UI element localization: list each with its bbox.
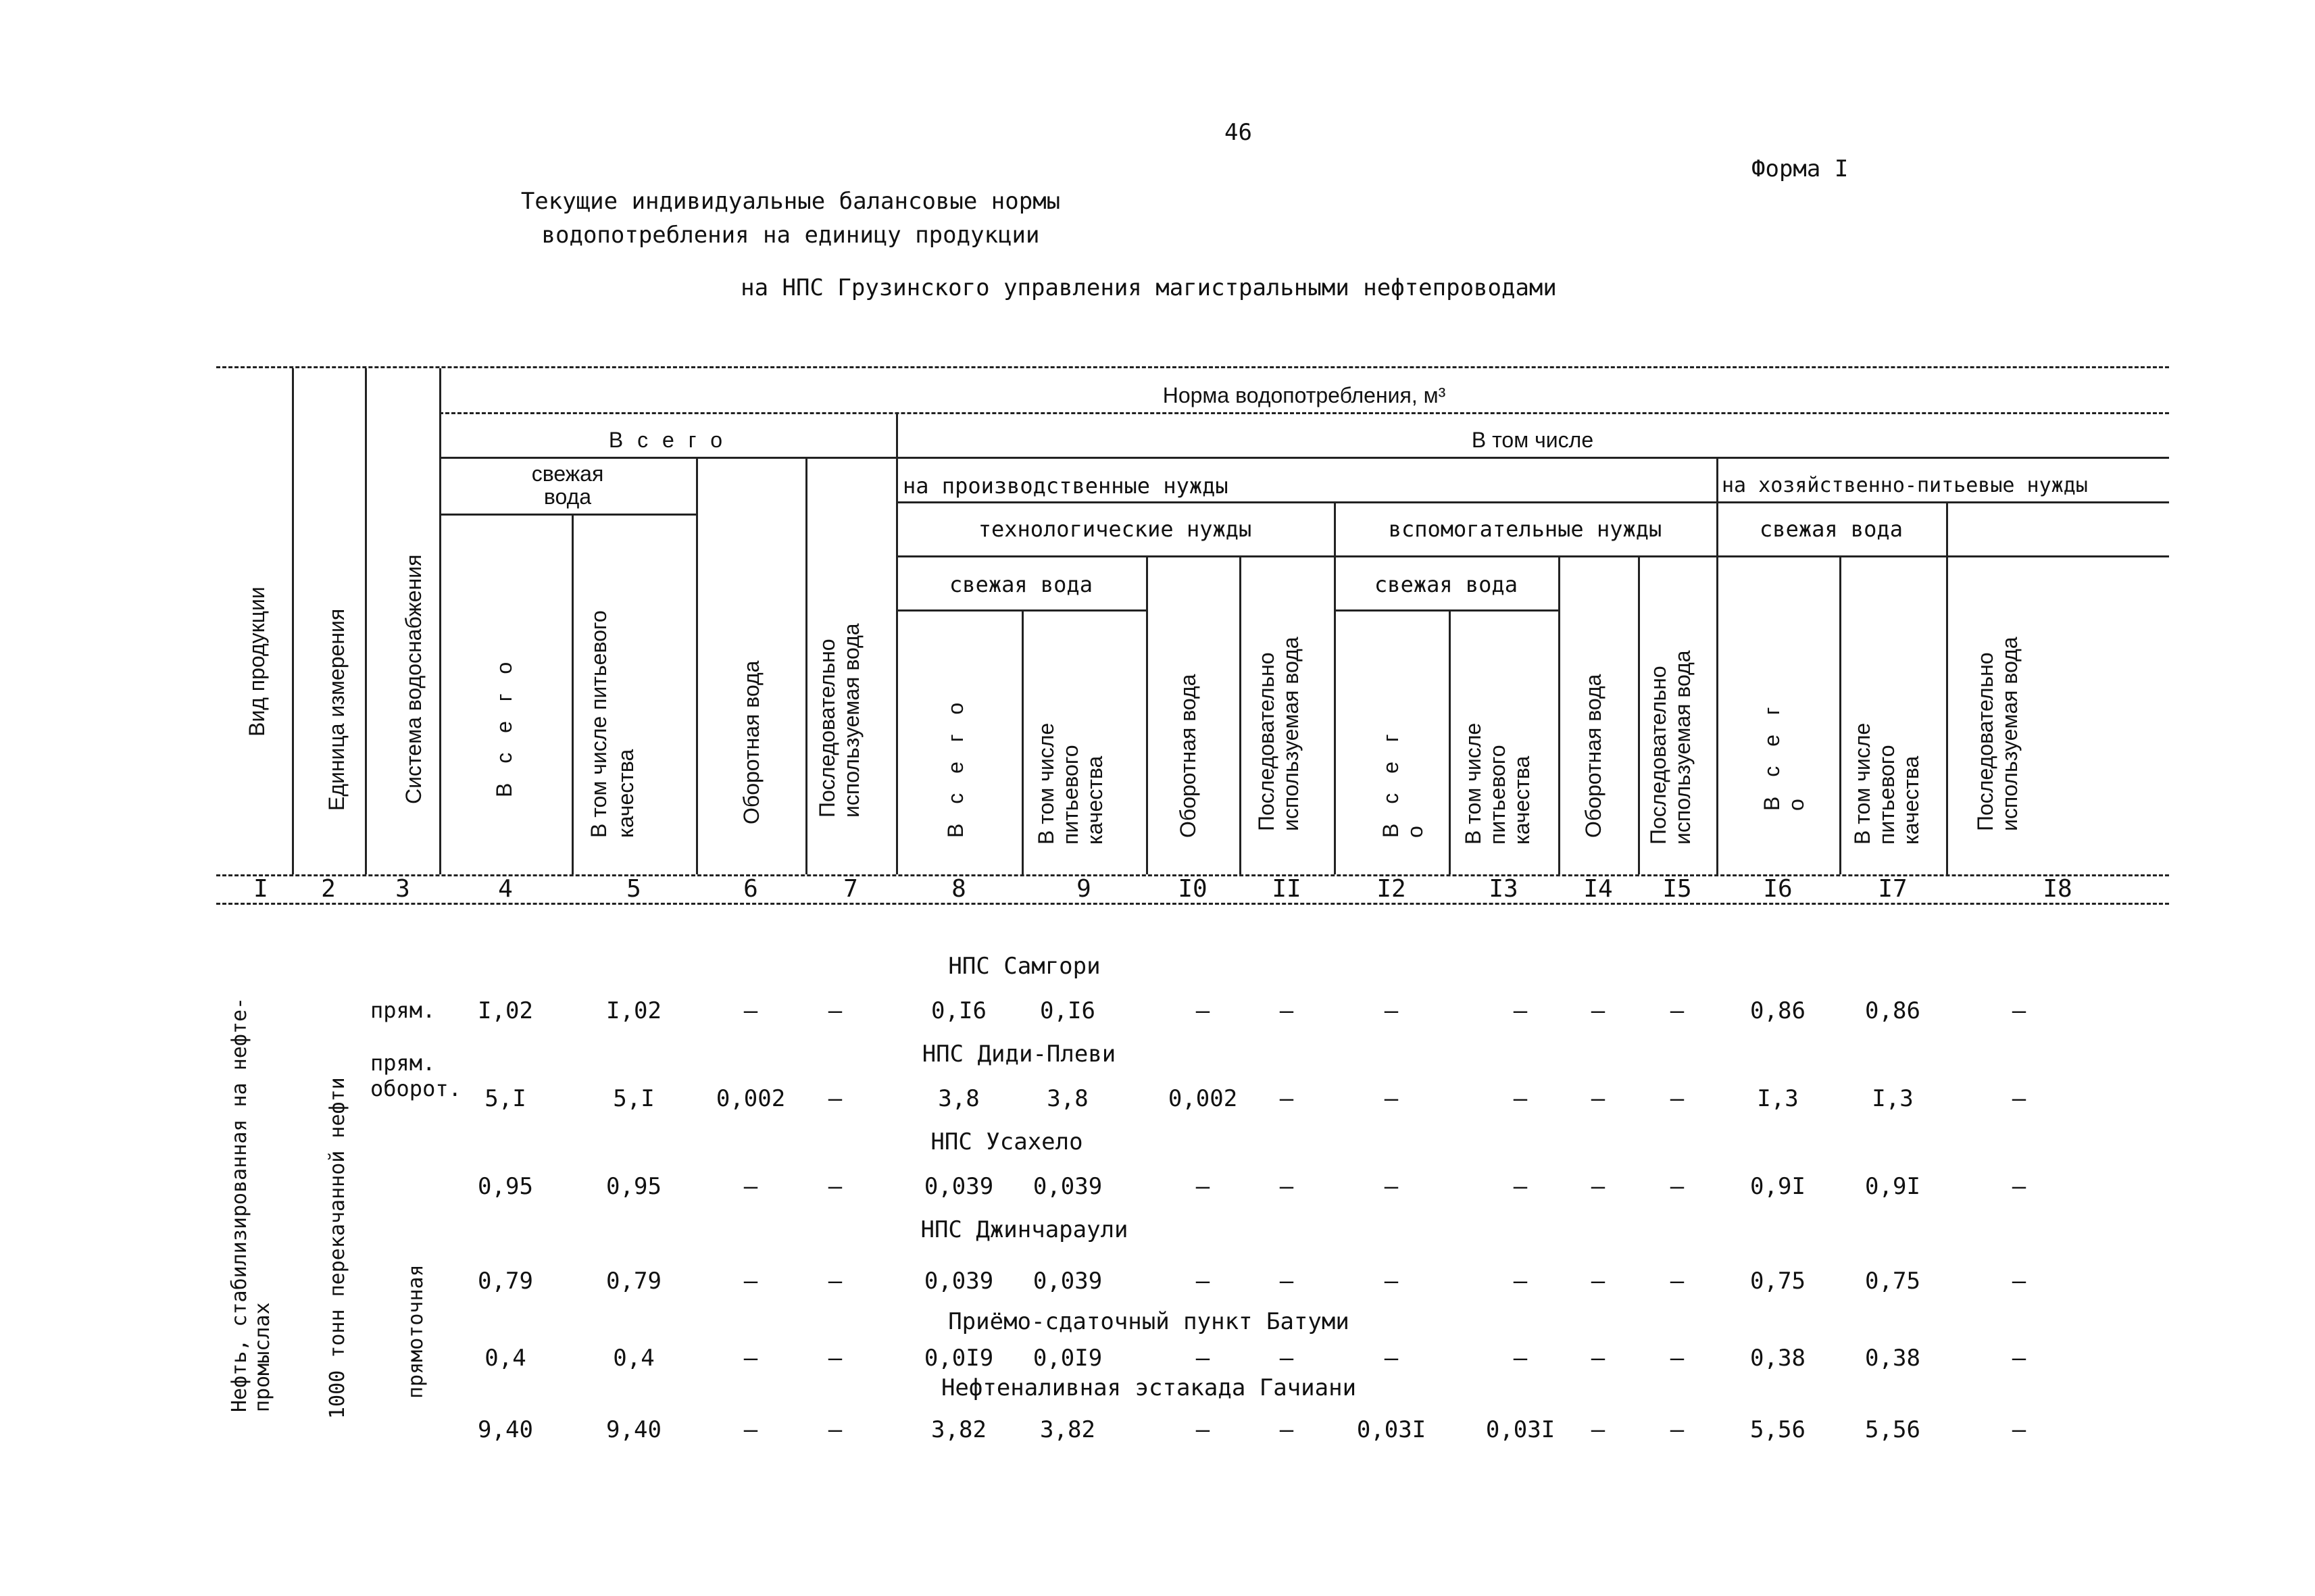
col-header-10: Оборотная вода xyxy=(1176,674,1200,838)
cell-c9: 3,82 xyxy=(1040,1416,1095,1443)
station-name: Нефтеналивная эстакада Гачиани xyxy=(941,1374,1357,1401)
col-header-18: Последовательно используемая вода xyxy=(1973,637,2022,831)
cell-c5: I,02 xyxy=(606,997,662,1024)
cell-c17: 0,86 xyxy=(1865,997,1920,1024)
cell-c4: 9,40 xyxy=(478,1416,533,1443)
row-system-label: прям. оборот. xyxy=(370,1050,462,1101)
cell-c10: – xyxy=(1195,1173,1210,1200)
cell-c8: 0,039 xyxy=(924,1173,994,1200)
cell-c8: 3,8 xyxy=(938,1085,980,1112)
station-name: НПС Диди-Плеви xyxy=(922,1041,1116,1068)
cell-c18: – xyxy=(2012,1173,2026,1200)
cell-c8: 3,82 xyxy=(931,1416,987,1443)
cell-c6: – xyxy=(743,1173,758,1200)
cell-c17: I,3 xyxy=(1872,1085,1914,1112)
cell-c14: – xyxy=(1591,1085,1605,1112)
system-label: прямоточная xyxy=(404,1264,428,1399)
cell-c6: – xyxy=(743,1416,758,1443)
cell-c6: – xyxy=(743,997,758,1024)
cell-c17: 5,56 xyxy=(1865,1416,1920,1443)
cell-c8: 0,I6 xyxy=(931,997,987,1024)
cell-c12: – xyxy=(1384,1268,1399,1295)
cell-c12: 0,03I xyxy=(1356,1416,1426,1443)
cell-c13: – xyxy=(1513,1268,1528,1295)
cell-c7: – xyxy=(828,1085,843,1112)
cell-c13: 0,03I xyxy=(1485,1416,1555,1443)
cell-c11: – xyxy=(1279,1345,1294,1372)
cell-c11: – xyxy=(1279,1085,1294,1112)
header-svezhaya-voda-hoz: свежая вода xyxy=(1760,516,1903,542)
cell-c6: 0,002 xyxy=(716,1085,786,1112)
cell-c18: – xyxy=(2012,1085,2026,1112)
col-header-4: В с е г о xyxy=(492,655,516,797)
cell-c16: 0,38 xyxy=(1750,1345,1806,1372)
cell-c9: 0,039 xyxy=(1032,1173,1103,1200)
col-header-2: Единица измерения xyxy=(324,608,349,811)
cell-c11: – xyxy=(1279,1173,1294,1200)
cell-c14: – xyxy=(1591,1416,1605,1443)
cell-c4: I,02 xyxy=(478,997,533,1024)
col-header-16: В с е г о xyxy=(1760,700,1808,811)
cell-c5: 9,40 xyxy=(606,1416,662,1443)
cell-c10: – xyxy=(1195,1268,1210,1295)
col-header-13: В том числе питьевого качества xyxy=(1461,722,1534,845)
header-hoz-nuzhdy: на хозяйственно-питьевые нужды xyxy=(1722,474,2088,497)
col-header-12: В с е г о xyxy=(1378,727,1427,838)
cell-c4: 5,I xyxy=(484,1085,526,1112)
cell-c8: 0,039 xyxy=(924,1268,994,1295)
cell-c13: – xyxy=(1513,1085,1528,1112)
cell-c17: 0,75 xyxy=(1865,1268,1920,1295)
col-header-17: В том числе питьевого качества xyxy=(1850,722,1923,845)
cell-c9: 0,039 xyxy=(1032,1268,1103,1295)
cell-c12: – xyxy=(1384,1345,1399,1372)
cell-c16: 0,75 xyxy=(1750,1268,1806,1295)
cell-c8: 0,0I9 xyxy=(924,1345,994,1372)
col-header-9: В том числе питьевого качества xyxy=(1034,722,1107,845)
cell-c9: 3,8 xyxy=(1047,1085,1089,1112)
cell-c5: 5,I xyxy=(613,1085,655,1112)
cell-c6: – xyxy=(743,1345,758,1372)
col-header-11: Последовательно используемая вода xyxy=(1254,637,1303,831)
header-svezhaya-voda-vspom: свежая вода xyxy=(1374,572,1518,597)
row-system-label: прям. xyxy=(370,997,436,1023)
col-header-8: В с е г о xyxy=(943,695,968,838)
title-line-2: водопотребления на единицу продукции xyxy=(541,222,1040,249)
cell-c9: 0,I6 xyxy=(1040,997,1095,1024)
cell-c15: – xyxy=(1670,1085,1685,1112)
cell-c16: 5,56 xyxy=(1750,1416,1806,1443)
station-name: НПС Самгори xyxy=(948,953,1101,980)
page: 46 Форма I Текущие индивидуальные балансовые нормы водопотребления на единицу продукции на НПС Грузинского управления магистральными нефтепроводами Норма водопотребления, м³ В с е г о В том числе свежая вода на производственные нужды на хозяйственно-питьевые нужды технологические нужды вспомогательные нужды свежая вода свежая вода свежая вода Вид продукции Единица измерения Система водоснабжения В с е г о В том числе питьевого качества Оборотная вода Последовательно используемая вода В с е г о В том числе питьевого качества Оборотная вода Последовательно используемая вода В с е г о В том числе питьевого качества Оборотная вода Последовательно используемая вода В с е г о В том числе питьевого качества Последовательно используемая вода I 2 3 4 5 6 7 8 9 I0 II I2 I3 I4 I5 I6 I7 I8 Нефть, стабилизированная на нефте- промыслах 1000 тонн перекачанной нефти прямоточная НПС Самгори прям. I,02 I,02 – – 0,I6 0,I6 – – – – – – 0,86 0,86 – НПС Диди-Плеви прям. оборот. 5,I 5,I 0,002 – 3,8 3,8 0,002 – – – – – I,3 I,3 – НПС Усахело 0,95 0,95 – – 0,039 0,039 – – – – – – 0,9I 0,9I – НПС Джинчараули 0,79 0,79 – – 0,039 0,039 – – – – – – 0,75 0,75 – Приёмо-сдаточный пункт Батуми 0,4 0,4 – – 0,0I9 0,0I9 – – – – – – 0,38 0,38 – Нефтеналивная эстакада Гачиани 9,40 9,40 – – 3,82 3,82 – – 0,03I 0,03I – – 5,56 5,56 – xyxy=(0,0,2315,1596)
cell-c16: I,3 xyxy=(1757,1085,1799,1112)
cell-c5: 0,4 xyxy=(613,1345,655,1372)
cell-c16: 0,86 xyxy=(1750,997,1806,1024)
cell-c14: – xyxy=(1591,997,1605,1024)
cell-c18: – xyxy=(2012,1416,2026,1443)
col-header-1: Вид продукции xyxy=(245,587,269,737)
cell-c5: 0,79 xyxy=(606,1268,662,1295)
header-svezhaya-voda-tech: свежая вода xyxy=(949,572,1093,597)
page-number: 46 xyxy=(1224,119,1252,146)
col-header-6: Оборотная вода xyxy=(739,660,764,824)
cell-c15: – xyxy=(1670,1416,1685,1443)
title-line-1: Текущие индивидуальные балансовые нормы xyxy=(520,188,1061,215)
cell-c14: – xyxy=(1591,1268,1605,1295)
cell-c4: 0,79 xyxy=(478,1268,533,1295)
title-line-3: на НПС Грузинского управления магистральными нефтепроводами xyxy=(741,274,1557,301)
station-name: Приёмо-сдаточный пункт Батуми xyxy=(948,1308,1349,1335)
cell-c12: – xyxy=(1384,997,1399,1024)
header-proizv-nuzhdy: на производственные нужды xyxy=(903,473,1228,499)
header-vsego-group: В с е г о xyxy=(608,428,727,452)
header-svezhaya-voda-top: свежая вода xyxy=(531,462,604,509)
cell-c15: – xyxy=(1670,1268,1685,1295)
cell-c17: 0,9I xyxy=(1865,1173,1920,1200)
cell-c18: – xyxy=(2012,997,2026,1024)
cell-c4: 0,4 xyxy=(484,1345,526,1372)
col-header-7: Последовательно используемая вода xyxy=(815,623,864,818)
cell-c14: – xyxy=(1591,1173,1605,1200)
cell-c7: – xyxy=(828,997,843,1024)
product-label: Нефть, стабилизированная на нефте- промыслах xyxy=(228,997,274,1412)
cell-c5: 0,95 xyxy=(606,1173,662,1200)
station-name: НПС Джинчараули xyxy=(920,1216,1128,1243)
cell-c6: – xyxy=(743,1268,758,1295)
cell-c18: – xyxy=(2012,1268,2026,1295)
cell-c16: 0,9I xyxy=(1750,1173,1806,1200)
cell-c13: – xyxy=(1513,1173,1528,1200)
cell-c18: – xyxy=(2012,1345,2026,1372)
cell-c17: 0,38 xyxy=(1865,1345,1920,1372)
col-header-15: Последовательно используемая вода xyxy=(1646,650,1695,845)
cell-c14: – xyxy=(1591,1345,1605,1372)
cell-c11: – xyxy=(1279,997,1294,1024)
cell-c11: – xyxy=(1279,1416,1294,1443)
header-vspom-nuzhdy: вспомогательные нужды xyxy=(1388,516,1662,542)
header-v-tom-chisle: В том числе xyxy=(1471,428,1594,452)
col-header-5: В том числе питьевого качества xyxy=(587,610,638,838)
cell-c15: – xyxy=(1670,997,1685,1024)
cell-c13: – xyxy=(1513,997,1528,1024)
header-norm: Норма водопотребления, м³ xyxy=(1162,383,1446,407)
header-tech-nuzhdy: технологические нужды xyxy=(978,516,1252,542)
cell-c15: – xyxy=(1670,1173,1685,1200)
cell-c9: 0,0I9 xyxy=(1032,1345,1103,1372)
col-header-14: Оборотная вода xyxy=(1581,674,1605,838)
cell-c15: – xyxy=(1670,1345,1685,1372)
form-label: Форма I xyxy=(1751,155,1849,182)
col-header-3: Система водоснабжения xyxy=(401,554,426,804)
station-name: НПС Усахело xyxy=(930,1128,1083,1155)
cell-c10: 0,002 xyxy=(1168,1085,1238,1112)
cell-c11: – xyxy=(1279,1268,1294,1295)
unit-label: 1000 тонн перекачанной нефти xyxy=(326,1077,349,1419)
cell-c12: – xyxy=(1384,1173,1399,1200)
cell-c10: – xyxy=(1195,1345,1210,1372)
cell-c10: – xyxy=(1195,1416,1210,1443)
cell-c7: – xyxy=(828,1173,843,1200)
cell-c13: – xyxy=(1513,1345,1528,1372)
cell-c4: 0,95 xyxy=(478,1173,533,1200)
cell-c7: – xyxy=(828,1345,843,1372)
cell-c10: – xyxy=(1195,997,1210,1024)
cell-c12: – xyxy=(1384,1085,1399,1112)
cell-c7: – xyxy=(828,1268,843,1295)
cell-c7: – xyxy=(828,1416,843,1443)
